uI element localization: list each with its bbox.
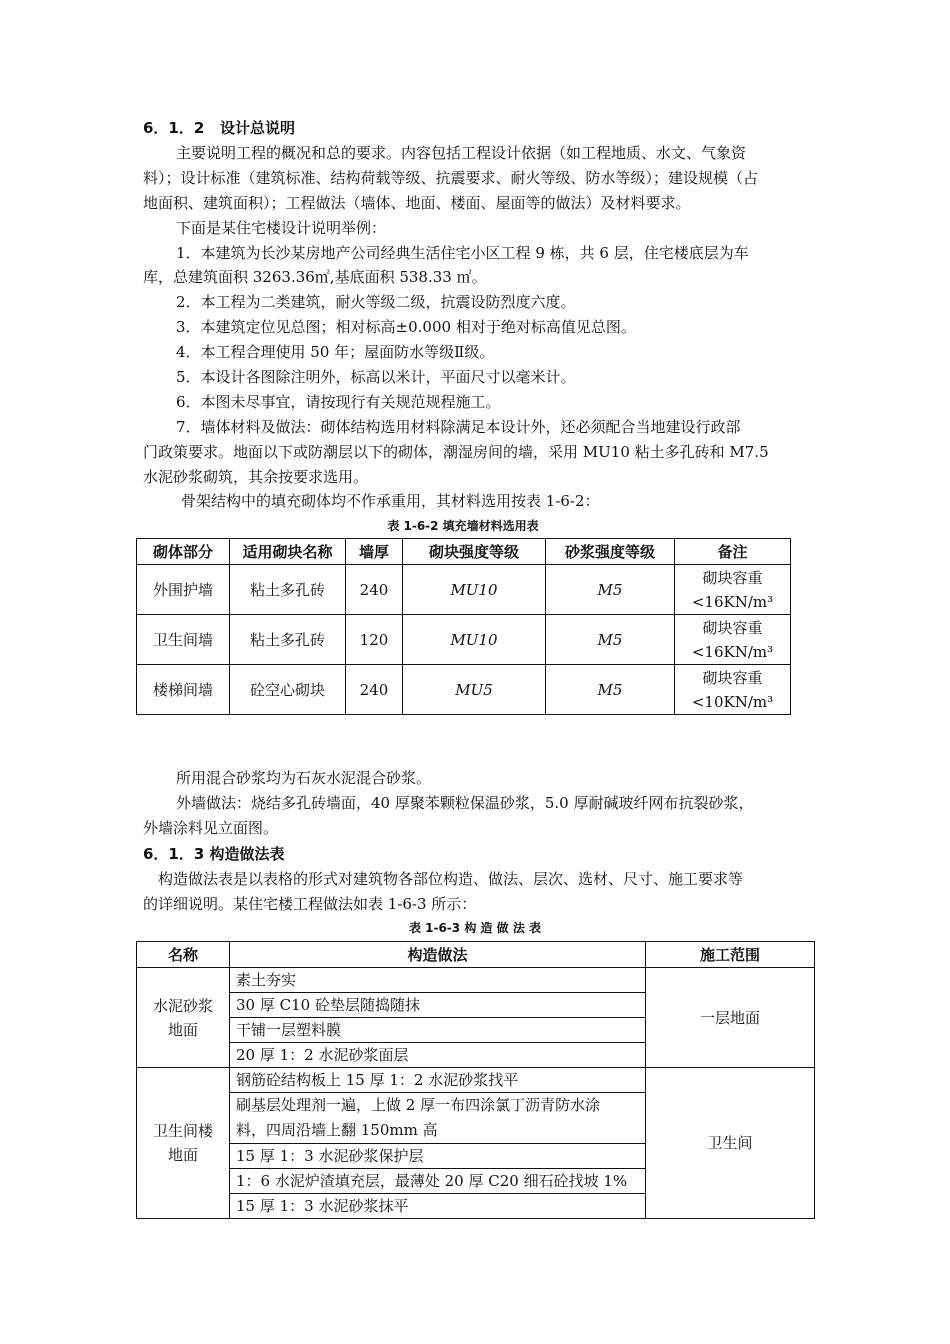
table2-header-cell: 构造做法 — [230, 942, 646, 968]
table-cell: 干铺一层塑料膜 — [230, 1018, 646, 1043]
table-cell — [675, 615, 791, 665]
group-name-line: 水泥砂浆 — [152, 996, 213, 1015]
table-cell — [230, 1093, 646, 1144]
note-line: <16KN/m³ — [691, 642, 774, 661]
table-cell — [403, 565, 546, 615]
table-cell — [546, 565, 675, 615]
table-cell — [403, 615, 546, 665]
table1-header-cell: 备注 — [675, 539, 791, 565]
table-cell: 120 — [346, 615, 403, 665]
item-line-2: 库，总建筑面积 3263.36㎡,基底面积 538.33 ㎡。 — [143, 268, 487, 286]
block-grade-value: MU10 — [450, 630, 498, 649]
table-row — [137, 1068, 815, 1093]
note-line: <16KN/m³ — [691, 592, 774, 611]
table-cell: 30 厚 C10 砼垫层随捣随抹 — [230, 993, 646, 1018]
table-cell — [403, 665, 546, 715]
block-grade-value: MU10 — [450, 580, 498, 599]
group-name-line: 卫生间楼 — [152, 1122, 213, 1140]
note-line: 砌块容重 — [702, 568, 763, 587]
item-line-5: 4．本工程合理使用 50 年；屋面防水等级Ⅱ级。 — [176, 343, 495, 361]
item-line-4: 3．本建筑定位见总图；相对标高±0.000 相对于绝对标高值见总图。 — [176, 318, 636, 336]
intro-line-4: 下面是某住宅楼设计说明举例： — [176, 219, 387, 237]
note-line: 砌块容重 — [702, 618, 763, 637]
table-row — [137, 565, 791, 615]
table-cell — [546, 615, 675, 665]
item-line-11: 骨架结构中的填充砌体均不作承重用，其材料选用按表 1-6-2： — [181, 492, 600, 510]
section-613-title: 构造做法表 — [209, 845, 285, 863]
table-cell: 20 厚 1：2 水泥砂浆面层 — [230, 1043, 646, 1068]
table1-fill-wall-materials — [136, 538, 791, 715]
mortar-grade-value: M5 — [597, 680, 623, 699]
group-name-line: 地面 — [167, 1020, 198, 1039]
section-612-title: 设计总说明 — [219, 119, 295, 137]
intro-line-3: 地面积、建筑面积）；工程做法（墙体、地面、楼面、屋面等的做法）及材料要求。 — [143, 194, 691, 212]
table-cell — [675, 665, 791, 715]
item-line-6: 5．本设计各图除注明外，标高以米计，平面尺寸以毫米计。 — [176, 368, 576, 386]
mortar-grade-value: M5 — [597, 580, 623, 599]
table-cell: 240 — [346, 665, 403, 715]
table-cell: 粘土多孔砖 — [230, 565, 346, 615]
item-line-9: 门政策要求。地面以下或防潮层以下的砌体，潮湿房间的墙，采用 MU10 粘土多孔砖和 M7.5 — [143, 443, 769, 461]
wrapped-line: 刷基层处理剂一遍，上做 2 厚一布四涂氯丁沥青防水涂 — [236, 1096, 601, 1114]
s613-text-line-1: 构造做法表是以表格的形式对建筑物各部位构造、做法、层次、选材、尺寸、施工要求等 — [158, 870, 744, 888]
table2-header-cell: 名称 — [137, 942, 230, 968]
table-cell: 1：6 水泥炉渣填充层，最薄处 20 厚 C20 细石砼找坡 1% — [230, 1169, 646, 1194]
table1-header-cell: 适用砌块名称 — [230, 539, 346, 565]
table-cell: 素土夯实 — [230, 968, 646, 993]
item-line-7: 6．本图未尽事宜，请按现行有关规范规程施工。 — [176, 393, 501, 411]
after-table1-line-2: 外墙做法：烧结多孔砖墙面，40 厚聚苯颗粒保温砂浆，5.0 厚耐碱玻纤网布抗裂砂浆， — [176, 794, 754, 812]
block-grade-value: MU5 — [455, 680, 493, 699]
group-name-line: 地面 — [167, 1146, 198, 1164]
table-cell: 楼梯间墙 — [137, 665, 230, 715]
table-row — [137, 615, 791, 665]
table1-header-cell: 砌体部分 — [137, 539, 230, 565]
table-cell: 卫生间墙 — [137, 615, 230, 665]
table-cell: 15 厚 1：3 水泥砂浆抹平 — [230, 1194, 646, 1219]
s613-text-line-2: 的详细说明。某住宅楼工程做法如表 1-6-3 所示： — [143, 895, 477, 913]
table-cell: 15 厚 1：3 水泥砂浆保护层 — [230, 1144, 646, 1169]
table2-construction-methods — [136, 941, 815, 1219]
section-613-number: 6．1．3 — [143, 845, 205, 863]
intro-line-1: 主要说明工程的概况和总的要求。内容包括工程设计依据（如工程地质、水文、气象资 — [176, 144, 747, 162]
table-cell: 一层地面 — [646, 968, 815, 1068]
table-cell — [675, 565, 791, 615]
table2-caption: 表 1-6-3 构 造 做 法 表 — [408, 921, 542, 935]
table1-header-cell: 砂浆强度等级 — [546, 539, 675, 565]
table1-header-row — [137, 539, 791, 565]
table2-header-cell: 施工范围 — [646, 942, 815, 968]
section-613-heading — [143, 843, 285, 865]
item-line-8: 7．墙体材料及做法：砌体结构选用材料除满足本设计外，还必须配合当地建设行政部 — [176, 418, 741, 436]
table-cell: 钢筋砼结构板上 15 厚 1：2 水泥砂浆找平 — [230, 1068, 646, 1093]
table2-header-row — [137, 942, 815, 968]
note-line: 砌块容重 — [702, 668, 763, 687]
table-row — [137, 968, 815, 993]
table-row — [137, 665, 791, 715]
table-cell: 外围护墙 — [137, 565, 230, 615]
section-612-heading — [143, 117, 295, 139]
table-cell: 粘土多孔砖 — [230, 615, 346, 665]
wrapped-line: 料，四周沿墙上翻 150mm 高 — [236, 1121, 438, 1139]
item-line-10: 水泥砂浆砌筑，其余按要求选用。 — [143, 468, 369, 486]
after-table1-line-3: 外墙涂料见立面图。 — [143, 819, 279, 837]
table-cell — [546, 665, 675, 715]
item-line-1: 1．本建筑为长沙某房地产公司经典生活住宅小区工程 9 栋，共 6 层，住宅楼底层为车 — [176, 244, 749, 262]
table1-header-cell: 砌块强度等级 — [403, 539, 546, 565]
table-cell: 240 — [346, 565, 403, 615]
intro-line-2: 料）；设计标准（建筑标准、结构荷载等级、抗震要求、耐火等级、防水等级）；建设规模（占 — [143, 169, 759, 187]
table-cell: 砼空心砌块 — [230, 665, 346, 715]
item-line-3: 2．本工程为二类建筑，耐火等级二级，抗震设防烈度六度。 — [176, 293, 576, 311]
table1-caption: 表 1-6-2 填充墙材料选用表 — [387, 519, 539, 533]
section-612-number: 6．1．2 — [143, 119, 205, 137]
after-table1-line-1: 所用混合砂浆均为石灰水泥混合砂浆。 — [176, 769, 432, 787]
table1-header-cell: 墙厚 — [346, 539, 403, 565]
table-cell — [137, 968, 230, 1068]
mortar-grade-value: M5 — [597, 630, 623, 649]
note-line: <10KN/m³ — [691, 692, 774, 711]
table-cell: 卫生间 — [646, 1068, 815, 1219]
table-cell — [137, 1068, 230, 1219]
